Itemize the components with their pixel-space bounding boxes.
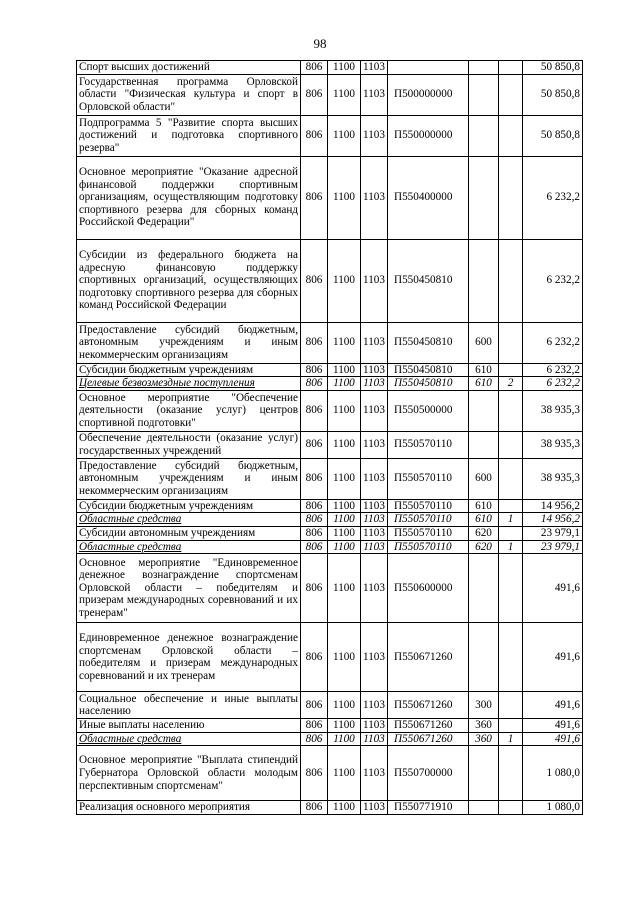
table-cell-name: Субсидии бюджетным учреждениям [77, 499, 301, 513]
table-cell-funding-source: 1 [499, 513, 523, 527]
table-cell-section: 1100 [328, 377, 361, 391]
table-row [77, 746, 583, 801]
table-row [77, 61, 583, 75]
table-cell-name: Иные выплаты населению [77, 719, 301, 733]
table-cell-section: 1100 [328, 513, 361, 527]
table-cell-ministry: 806 [301, 377, 328, 391]
table-cell-funding-source [499, 239, 523, 322]
table-cell-funding-source [499, 363, 523, 377]
table-row [77, 431, 583, 458]
table-cell-section: 1100 [328, 554, 361, 623]
table-cell-subsection: 1103 [361, 732, 388, 746]
table-row [77, 239, 583, 322]
table-cell-section: 1100 [328, 801, 361, 815]
table-cell-expense-type: 360 [469, 719, 499, 733]
table-cell-name: Социальное обеспечение и иные выплаты населению [77, 692, 301, 719]
table-cell-subsection: 1103 [361, 719, 388, 733]
table-cell-funding-source [499, 554, 523, 623]
table-cell-ministry: 806 [301, 322, 328, 363]
table-cell-amount: 50 850,8 [523, 61, 583, 75]
table-cell-expense-type [469, 431, 499, 458]
table-cell-ministry: 806 [301, 431, 328, 458]
table-cell-section: 1100 [328, 363, 361, 377]
table-cell-subsection: 1103 [361, 239, 388, 322]
table-row [77, 554, 583, 623]
table-cell-subsection: 1103 [361, 74, 388, 115]
table-cell-subsection: 1103 [361, 61, 388, 75]
table-cell-expense-type [469, 801, 499, 815]
table-cell-target-article: П550671260 [388, 719, 469, 733]
table-cell-ministry: 806 [301, 801, 328, 815]
table-cell-subsection: 1103 [361, 363, 388, 377]
table-cell-amount: 14 956,2 [523, 499, 583, 513]
table-cell-section: 1100 [328, 458, 361, 499]
table-cell-expense-type: 610 [469, 499, 499, 513]
table-row [77, 801, 583, 815]
table-cell-expense-type: 620 [469, 540, 499, 554]
table-cell-subsection: 1103 [361, 156, 388, 239]
table-cell-name: Предоставление субсидий бюджетным, автономным учреждениям и иным некоммерческим организациям [77, 458, 301, 499]
table-cell-ministry: 806 [301, 526, 328, 540]
table-cell-funding-source [499, 61, 523, 75]
table-cell-target-article: П550570110 [388, 458, 469, 499]
table-cell-name: Областные средства [77, 540, 301, 554]
table-cell-name: Субсидии бюджетным учреждениям [77, 363, 301, 377]
table-cell-subsection: 1103 [361, 801, 388, 815]
table-cell-name: Основное мероприятие "Оказание адресной финансовой поддержки спортивным организациям, осуществляющим подготовку спортивного резерва для сборных команд Российской Федерации" [77, 156, 301, 239]
table-cell-expense-type: 360 [469, 732, 499, 746]
table-cell-target-article: П550671260 [388, 732, 469, 746]
table-cell-subsection: 1103 [361, 458, 388, 499]
table-cell-amount: 38 935,3 [523, 390, 583, 431]
table-cell-section: 1100 [328, 499, 361, 513]
table-cell-funding-source: 2 [499, 377, 523, 391]
table-cell-ministry: 806 [301, 61, 328, 75]
table-cell-target-article: П550000000 [388, 115, 469, 156]
table-cell-target-article: П550570110 [388, 540, 469, 554]
table-cell-expense-type [469, 390, 499, 431]
table-cell-subsection: 1103 [361, 499, 388, 513]
table-cell-amount: 491,6 [523, 692, 583, 719]
table-cell-subsection: 1103 [361, 623, 388, 692]
table-cell-amount: 38 935,3 [523, 458, 583, 499]
table-cell-target-article: П550771910 [388, 801, 469, 815]
table-cell-funding-source [499, 115, 523, 156]
table-cell-funding-source [499, 623, 523, 692]
table-cell-name: Предоставление субсидий бюджетным, автономным учреждениям и иным некоммерческим организациям [77, 322, 301, 363]
table-cell-funding-source [499, 390, 523, 431]
table-cell-subsection: 1103 [361, 746, 388, 801]
table-cell-funding-source [499, 692, 523, 719]
table-cell-funding-source [499, 458, 523, 499]
table-cell-subsection: 1103 [361, 322, 388, 363]
table-cell-funding-source [499, 156, 523, 239]
table-cell-subsection: 1103 [361, 377, 388, 391]
table-cell-amount: 50 850,8 [523, 115, 583, 156]
table-cell-target-article: П550570110 [388, 431, 469, 458]
table-row [77, 526, 583, 540]
table-cell-funding-source [499, 499, 523, 513]
table-cell-expense-type [469, 746, 499, 801]
table-cell-subsection: 1103 [361, 692, 388, 719]
table-row [77, 322, 583, 363]
table-cell-ministry: 806 [301, 540, 328, 554]
table-cell-amount: 14 956,2 [523, 513, 583, 527]
table-cell-expense-type [469, 61, 499, 75]
budget-table [76, 60, 583, 815]
table-cell-target-article: П550570110 [388, 526, 469, 540]
table-cell-name: Основное мероприятие "Обеспечение деятельности (оказание услуг) центров спортивной подготовки" [77, 390, 301, 431]
table-cell-target-article: П550671260 [388, 623, 469, 692]
table-cell-section: 1100 [328, 239, 361, 322]
table-cell-amount: 38 935,3 [523, 431, 583, 458]
table-row [77, 623, 583, 692]
table-row [77, 363, 583, 377]
table-row [77, 499, 583, 513]
table-cell-section: 1100 [328, 732, 361, 746]
table-cell-amount: 6 232,2 [523, 363, 583, 377]
table-cell-amount: 6 232,2 [523, 322, 583, 363]
table-cell-section: 1100 [328, 74, 361, 115]
table-row [77, 377, 583, 391]
table-cell-target-article: П550671260 [388, 692, 469, 719]
table-cell-expense-type [469, 239, 499, 322]
table-cell-amount: 50 850,8 [523, 74, 583, 115]
table-cell-subsection: 1103 [361, 540, 388, 554]
page-number: 98 [313, 36, 327, 51]
table-cell-amount: 23 979,1 [523, 540, 583, 554]
table-row [77, 692, 583, 719]
table-cell-subsection: 1103 [361, 431, 388, 458]
table-cell-subsection: 1103 [361, 390, 388, 431]
table-cell-target-article: П550570110 [388, 513, 469, 527]
table-row [77, 732, 583, 746]
table-row [77, 115, 583, 156]
table-row [77, 513, 583, 527]
table-cell-section: 1100 [328, 390, 361, 431]
table-cell-target-article: П550450810 [388, 239, 469, 322]
table-cell-section: 1100 [328, 719, 361, 733]
table-cell-ministry: 806 [301, 115, 328, 156]
table-cell-ministry: 806 [301, 74, 328, 115]
table-cell-funding-source [499, 526, 523, 540]
table-cell-section: 1100 [328, 526, 361, 540]
table-cell-ministry: 806 [301, 623, 328, 692]
table-cell-expense-type: 610 [469, 377, 499, 391]
table-cell-funding-source [499, 801, 523, 815]
table-cell-target-article: П550450810 [388, 322, 469, 363]
table-cell-section: 1100 [328, 431, 361, 458]
table-cell-name: Областные средства [77, 732, 301, 746]
table-cell-ministry: 806 [301, 746, 328, 801]
table-cell-expense-type: 600 [469, 458, 499, 499]
table-cell-funding-source [499, 719, 523, 733]
table-cell-amount: 6 232,2 [523, 377, 583, 391]
table-cell-name: Основное мероприятие "Единовременное денежное вознаграждение спортсменам Орловской области – победителям и призерам международных соревнований и их тренерам" [77, 554, 301, 623]
table-cell-name: Спорт высших достижений [77, 61, 301, 75]
table-cell-expense-type [469, 623, 499, 692]
table-cell-amount: 1 080,0 [523, 746, 583, 801]
table-cell-ministry: 806 [301, 554, 328, 623]
table-cell-section: 1100 [328, 623, 361, 692]
table-cell-name: Обеспечение деятельности (оказание услуг) государственных учреждений [77, 431, 301, 458]
table-cell-funding-source [499, 746, 523, 801]
table-cell-name: Реализация основного мероприятия [77, 801, 301, 815]
table-cell-amount: 1 080,0 [523, 801, 583, 815]
table-cell-target-article: П550450810 [388, 363, 469, 377]
table-cell-ministry: 806 [301, 239, 328, 322]
table-cell-ministry: 806 [301, 719, 328, 733]
table-cell-name: Подпрограмма 5 "Развитие спорта высших достижений и подготовка спортивного резерва" [77, 115, 301, 156]
table-cell-funding-source: 1 [499, 540, 523, 554]
table-cell-target-article: П550570110 [388, 499, 469, 513]
table-cell-amount: 491,6 [523, 732, 583, 746]
table-row [77, 74, 583, 115]
table-cell-section: 1100 [328, 540, 361, 554]
table-cell-target-article: П500000000 [388, 74, 469, 115]
table-row [77, 540, 583, 554]
table-cell-funding-source [499, 74, 523, 115]
table-row [77, 458, 583, 499]
table-cell-target-article: П550700000 [388, 746, 469, 801]
table-cell-section: 1100 [328, 156, 361, 239]
table-cell-target-article: П550600000 [388, 554, 469, 623]
table-cell-subsection: 1103 [361, 115, 388, 156]
table-cell-expense-type: 620 [469, 526, 499, 540]
table-cell-name: Областные средства [77, 513, 301, 527]
table-cell-ministry: 806 [301, 363, 328, 377]
table-cell-target-article: П550450810 [388, 377, 469, 391]
table-cell-expense-type: 300 [469, 692, 499, 719]
table-cell-target-article: П550500000 [388, 390, 469, 431]
table-cell-expense-type: 610 [469, 513, 499, 527]
table-cell-section: 1100 [328, 61, 361, 75]
table-cell-name: Единовременное денежное вознаграждение спортсменам Орловской области – победителям и призерам международных соревнований и их тренерам [77, 623, 301, 692]
table-row [77, 719, 583, 733]
table-cell-ministry: 806 [301, 732, 328, 746]
table-cell-expense-type [469, 74, 499, 115]
table-cell-target-article: П550400000 [388, 156, 469, 239]
table-cell-name: Основное мероприятие "Выплата стипендий Губернатора Орловской области молодым перспективным спортсменам" [77, 746, 301, 801]
table-cell-name: Субсидии из федерального бюджета на адресную финансовую поддержку спортивных организаций, осуществляющих подготовку спортивного резерва для сборных команд Российской Федерации [77, 239, 301, 322]
table-cell-expense-type: 600 [469, 322, 499, 363]
table-cell-name: Субсидии автономным учреждениям [77, 526, 301, 540]
table-cell-name: Государственная программа Орловской области "Физическая культура и спорт в Орловской области" [77, 74, 301, 115]
table-cell-ministry: 806 [301, 458, 328, 499]
table-cell-subsection: 1103 [361, 554, 388, 623]
table-cell-target-article [388, 61, 469, 75]
table-cell-amount: 491,6 [523, 719, 583, 733]
table-cell-ministry: 806 [301, 692, 328, 719]
table-cell-ministry: 806 [301, 156, 328, 239]
table-cell-expense-type [469, 554, 499, 623]
table-cell-funding-source: 1 [499, 732, 523, 746]
table-cell-section: 1100 [328, 322, 361, 363]
table-cell-amount: 23 979,1 [523, 526, 583, 540]
table-cell-amount: 6 232,2 [523, 239, 583, 322]
table-cell-funding-source [499, 431, 523, 458]
table-cell-subsection: 1103 [361, 513, 388, 527]
table-cell-amount: 6 232,2 [523, 156, 583, 239]
table-cell-expense-type: 610 [469, 363, 499, 377]
table-cell-amount: 491,6 [523, 623, 583, 692]
table-cell-name: Целевые безвозмездные поступления [77, 377, 301, 391]
table-row [77, 156, 583, 239]
table-cell-amount: 491,6 [523, 554, 583, 623]
table-cell-section: 1100 [328, 692, 361, 719]
table-cell-section: 1100 [328, 746, 361, 801]
table-cell-ministry: 806 [301, 499, 328, 513]
table-cell-expense-type [469, 156, 499, 239]
table-cell-section: 1100 [328, 115, 361, 156]
table-cell-expense-type [469, 115, 499, 156]
table-row [77, 390, 583, 431]
table-cell-funding-source [499, 322, 523, 363]
table-cell-ministry: 806 [301, 390, 328, 431]
table-cell-subsection: 1103 [361, 526, 388, 540]
table-cell-ministry: 806 [301, 513, 328, 527]
